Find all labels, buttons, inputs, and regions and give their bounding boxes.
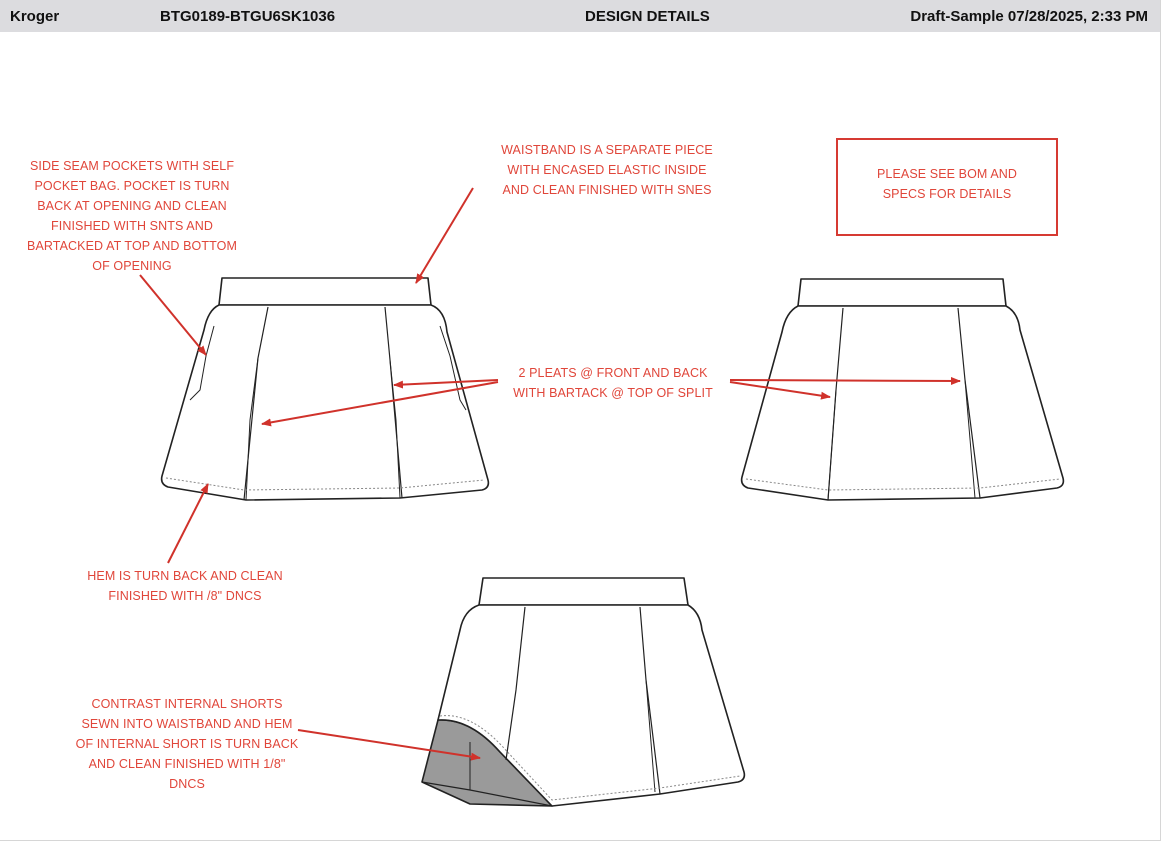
back-waistband [798,279,1006,306]
brand-name: Kroger [10,8,60,25]
front-skirt-sketch [162,278,489,500]
cutaway-skirt-sketch [422,578,744,806]
callout-internal-shorts: CONTRAST INTERNAL SHORTS SEWN INTO WAISTBAND AND HEM OF INTERNAL SHORT IS TURN BACK AND CLEAN FINISHED WITH 1/8" DNCS [75,697,299,791]
page-title: DESIGN DETAILS [585,8,710,25]
draft-status: Draft-Sample 07/28/2025, 2:33 PM [910,8,1148,25]
back-skirt-sketch [742,279,1064,500]
front-waistband [219,278,431,305]
callout-bom-note: PLEASE SEE BOM AND SPECS FOR DETAILS [836,138,1058,236]
callout-pleats: 2 PLEATS @ FRONT AND BACK WITH BARTACK @ TOP OF SPLIT [513,366,713,400]
callout-hem: HEM IS TURN BACK AND CLEAN FINISHED WITH /8" DNCS [87,569,283,603]
back-skirt-body [742,306,1064,500]
arrow-waistband [416,188,473,283]
arrow-pocket [140,275,206,355]
front-skirt-body [162,305,489,500]
style-number: BTG0189-BTGU6SK1036 [160,8,336,25]
callout-waistband: WAISTBAND IS A SEPARATE PIECE WITH ENCASED ELASTIC INSIDE AND CLEAN FINISHED WITH SNES [501,143,713,197]
arrow-pleat-3 [730,380,960,381]
cutaway-waistband [479,578,688,605]
callout-side-seam-pockets: SIDE SEAM POCKETS WITH SELF POCKET BAG. POCKET IS TURN BACK AT OPENING AND CLEAN FINISHED WITH SNTS AND BARTACKED AT TOP AND BOTTOM OF OPENING [27,159,237,273]
arrow-hem [168,484,208,563]
